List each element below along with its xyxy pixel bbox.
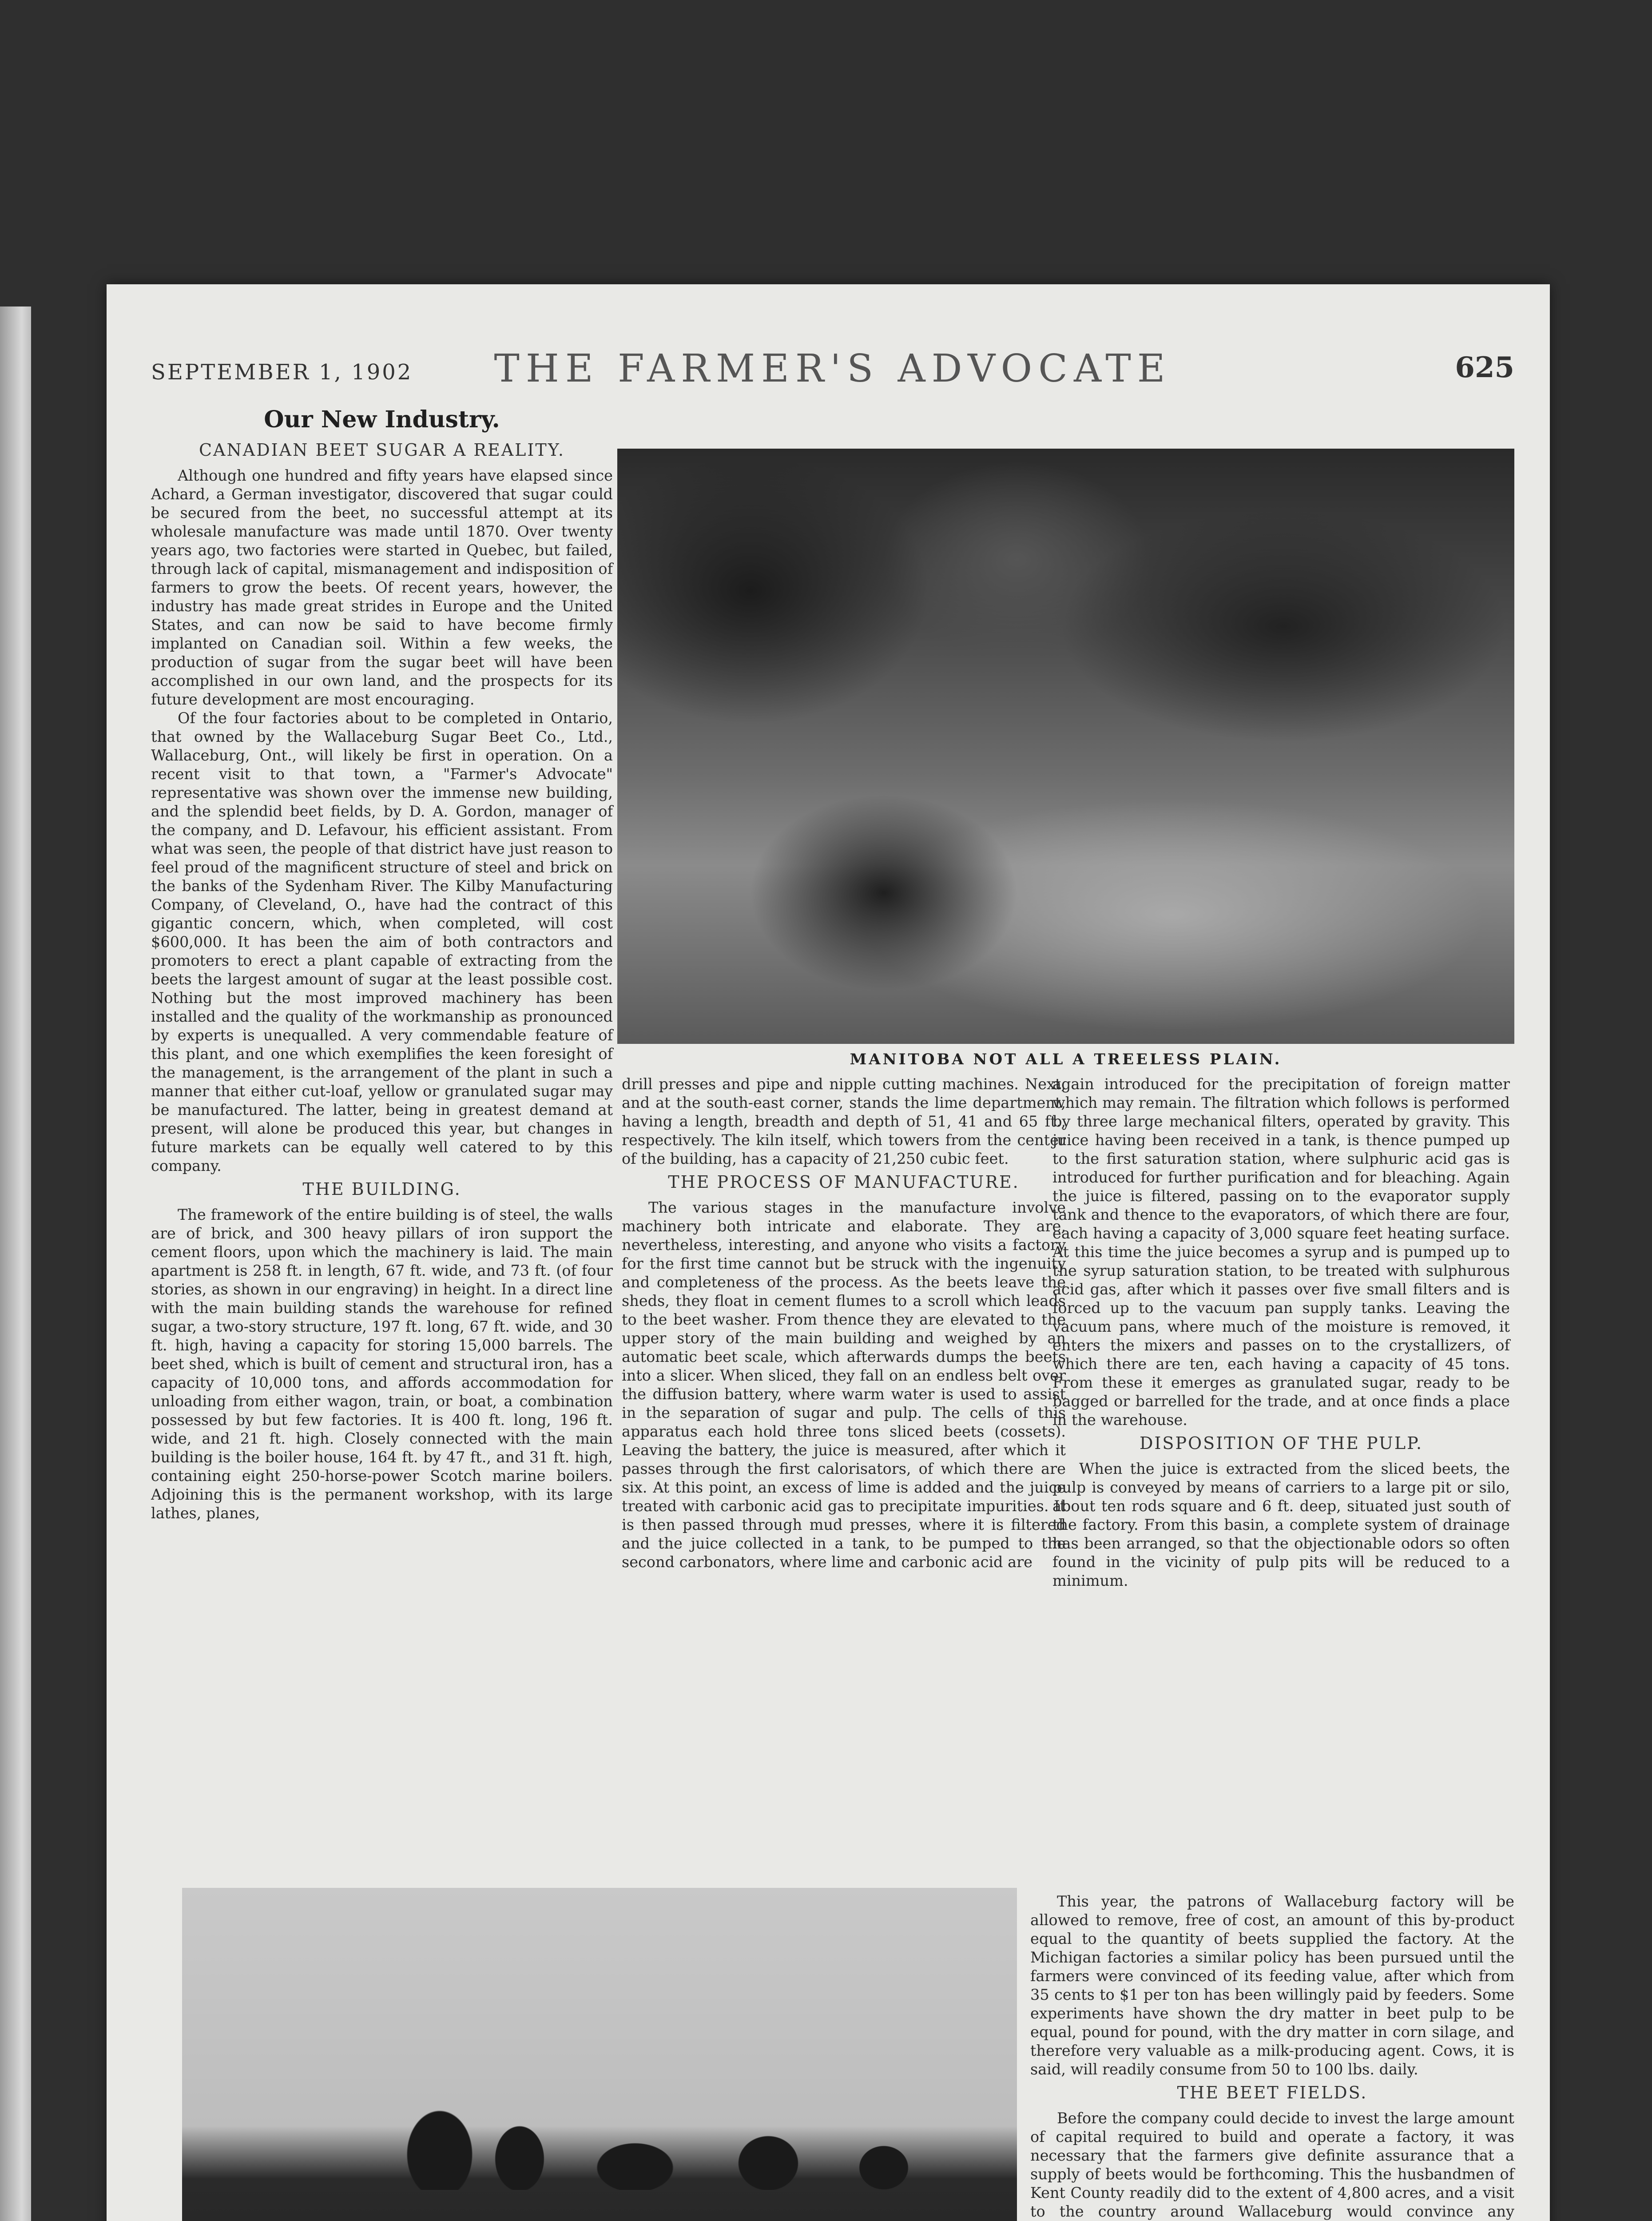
column-1 [151, 404, 613, 1523]
issue-date: SEPTEMBER 1, 1902 [151, 360, 413, 385]
column-3 [1052, 1075, 1510, 1590]
paragraph: When the juice is extracted from the sliced beets, the pulp is conveyed by means of carriers to a large pit or silo, about ten rods square and 6 ft. deep, situated just south of the factory. From this basin, a complete system of drainage has been arranged, so that the objectionable odors so often found in the vicinity of pulp pits will be reduced to a minimum. [1052, 1460, 1510, 1589]
paragraph: drill presses and pipe and nipple cutting machines. Next, and at the south-east corner, stands the lime department, having a length, breadth and depth of 51, 41 and 65 ft., respectively. The kiln itself, which towers from the center of the building, has a capacity of 21,250 cubic feet. [622, 1075, 1066, 1167]
paragraph: Although one hundred and fifty years have elapsed since Achard, a German investigator, discovered that sugar could be secured from the beet, no successful attempt at its wholesale manufacture was made until 1870. Over twenty years ago, two factories were started in Quebec, but failed, through lack of capital, mismanagement and indisposition of farmers to grow the beets. Of recent years, however, the industry has made great strides in Europe and the United States, and can now be said to have become firmly implanted on Canadian soil. Within a few weeks, the production of sugar from the sugar beet will have been accomplished in our own land, and the prospects for its future development are most encouraging. [151, 467, 613, 708]
paragraph: Before the company could decide to invest the large amount of capital required to build and operate a factory, it was necessary that the farmers give definite assurance that a supply of beets would be forthcoming. This the husbandmen of Kent County readily did to the extent of 4,800 acres, and a visit to the country around Wallaceburg would convince any [1030, 2110, 1514, 2220]
column-3-lower [1030, 1892, 1514, 2221]
photo-oat-crop [182, 1888, 1017, 2221]
article-headline: Our New Industry. [264, 406, 500, 433]
paragraph: This year, the patrons of Wallaceburg factory will be allowed to remove, free of cost, an amount of this by-product equal to the quantity of beets supplied the factory. At the Michigan factories a similar policy has been pursued until the farmers were convinced of its feeding value, after which from 35 cents to $1 per ton has been willingly paid by feeders. Some experiments have shown the dry matter in beet pulp to be equal, pound for pound, with the dry matter in corn silage, and therefore very valuable as a milk-producing agent. Cows, it is said, will readily consume from 50 to 100 lbs. daily. [1030, 1893, 1514, 2078]
page-number: 625 [1455, 351, 1514, 384]
photo-caption-top: MANITOBA NOT ALL A TREELESS PLAIN. [850, 1051, 1282, 1068]
section-heading-building: THE BUILDING. [302, 1179, 461, 1199]
section-heading-fields: THE BEET FIELDS. [1177, 2083, 1368, 2102]
photo-treeline [182, 2092, 1017, 2190]
photo-horses-in-pond [617, 449, 1514, 1044]
masthead [151, 346, 1514, 400]
column-2 [622, 1075, 1066, 1572]
paragraph: The various stages in the manufacture involve machinery both intricate and elaborate. They are, nevertheless, interesting, and anyone who visits a factory for the first time cannot but be struck with the ingenuity and completeness of the process. As the beets leave the sheds, they float in cement flumes to a scroll which leads to the beet washer. From thence they are elevated to the upper story of the main building and weighed by an automatic beet scale, which afterwards dumps the beets into a slicer. When sliced, they fall on an endless belt over the diffusion battery, where warm water is used to assist in the separation of sugar and pulp. The cells of this apparatus each hold three tons sliced beets (cossets). Leaving the battery, the juice is measured, after which it passes through the first calorisators, of which there are six. At this point, an excess of lime is added and the juice treated with carbonic acid gas to precipitate impurities. It is then passed through mud presses, where it is filtered and the juice collected in a tank, to be pumped to the second carbonators, where lime and carbonic acid are [622, 1199, 1066, 1571]
newspaper-page [107, 284, 1550, 2221]
photo-trees [617, 449, 1514, 758]
article-subhead: CANADIAN BEET SUGAR A REALITY. [199, 440, 565, 460]
section-heading-pulp: DISPOSITION OF THE PULP. [1139, 1433, 1423, 1453]
paragraph: Of the four factories about to be completed in Ontario, that owned by the Wallaceburg Sugar Beet Co., Ltd., Wallaceburg, Ont., will likely be first in operation. On a recent visit to that town, a "Farmer's Advocate" representative was shown over the immense new building, and the splendid beet fields, by D. A. Gordon, manager of the company, and D. Lefavour, his efficient assistant. From what was seen, the people of that district have just reason to feel proud of the magnificent structure of steel and brick on the banks of the Sydenham River. The Kilby Manufacturing Company, of Cleveland, O., have had the contract of this gigantic concern, which, when completed, will cost $600,000. It has been the aim of both contractors and promoters to erect a plant capable of extracting from the beets the largest amount of sugar at the least possible cost. Nothing but the most improved machinery has been installed and the quality of the workmanship as pronounced by experts is unequalled. A very commendable feature of this plant, and one which exemplifies the keen foresight of the management, is the arrangement of the plant in such a manner that either cut-loaf, yellow or granulated sugar may be manufactured. The latter, being in greatest demand at present, will alone be produced this year, but changes in future markets can be equally well catered to by this company. [151, 709, 613, 1174]
facing-page-edge [0, 306, 31, 2221]
paragraph: again introduced for the precipitation of foreign matter which may remain. The filtration which follows is performed by three large mechanical filters, operated by gravity. This juice having been received in a tank, is thence pumped up to the first saturation station, where sulphuric acid gas is introduced for further purification and for bleaching. Again the juice is filtered, passing on to the evaporator supply tank and thence to the evaporators, of which there are four, each having a capacity of 3,000 square feet heating surface. At this time the juice becomes a syrup and is pumped up to the syrup saturation station, to be treated with sulphurous acid gas, after which it passes over five small filters and is forced up to the vacuum pan supply tanks. Leaving the vacuum pans, where much of the moisture is removed, it enters the mixers and passes on to the crystallizers, of which there are ten, each having a capacity of 45 tons. From these it emerges as granulated sugar, ready to be bagged or barrelled for the trade, and at once finds a place in the warehouse. [1052, 1075, 1510, 1429]
section-heading-manufacture: THE PROCESS OF MANUFACTURE. [668, 1172, 1020, 1192]
paragraph: The framework of the entire building is of steel, the walls are of brick, and 300 heavy pillars of iron support the cement floors, upon which the machinery is laid. The main apartment is 258 ft. in length, 67 ft. wide, and 73 ft. (of four stories, as shown in our engraving) in height. In a direct line with the main building stands the warehouse for refined sugar, a two-story structure, 197 ft. long, 67 ft. wide, and 30 ft. high, having a capacity for storing 15,000 barrels. The beet shed, which is built of cement and structural iron, has a capacity of 10,000 tons, and affords accommodation for unloading from either wagon, train, or boat, a combination possessed by but few factories. It is 400 ft. long, 196 ft. wide, and 21 ft. high. Closely connected with the main building is the boiler house, 164 ft. by 47 ft., and 31 ft. high, containing eight 250-horse-power Scotch marine boilers. Adjoining this is the permanent workshop, with its large lathes, planes, [151, 1206, 613, 1522]
publication-title: THE FARMER'S ADVOCATE [494, 346, 1171, 391]
